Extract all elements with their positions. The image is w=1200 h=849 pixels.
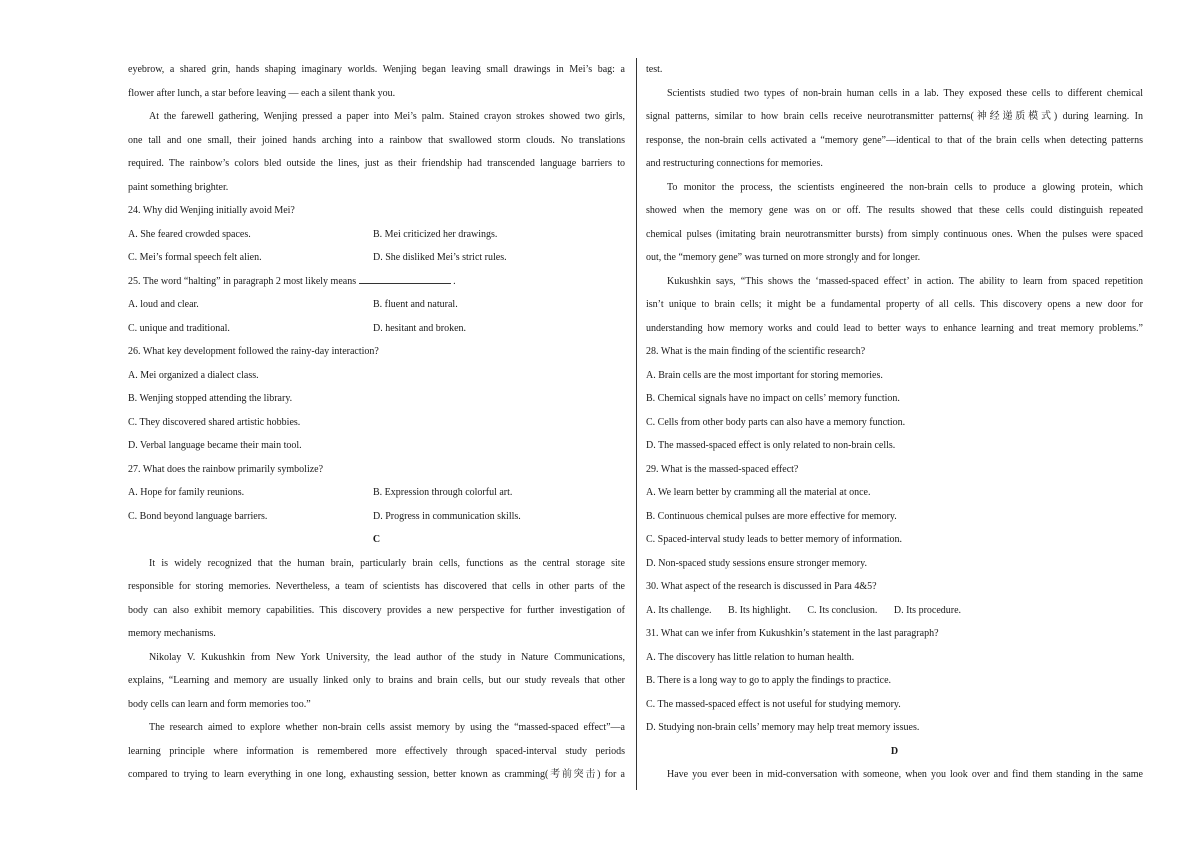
option-b[interactable]: B. Continuous chemical pulses are more effective for memory. <box>646 510 897 522</box>
text-line: learning principle where information is remembered more effectively through spaced-interval study periods <box>128 745 625 757</box>
answer-blank[interactable] <box>359 273 451 284</box>
stem-text: 25. The word “halting” in paragraph 2 most likely means <box>128 275 357 287</box>
text-line: signal patterns, similar to how brain cells receive neurotransmitter patterns(神经递质模式) during learning. In <box>646 111 1143 122</box>
text-line: Kukushkin says, “This shows the ‘massed-spaced effect’ in action. The ability to learn from spaced repetition <box>667 275 1143 287</box>
option-a[interactable]: A. Its challenge. <box>646 604 712 616</box>
option-a[interactable]: A. loud and clear. <box>128 299 199 310</box>
question-stem: 24. Why did Wenjing initially avoid Mei? <box>128 205 295 216</box>
text-line: one tall and one small, their joined hands arching into a rainbow that swallowed storm clouds. No translations <box>128 134 625 146</box>
text-line: isn’t unique to brain cells; it might be a fundamental property of all cells. This discovery opens a new door for <box>646 299 1143 310</box>
question-stem <box>128 270 625 294</box>
option-c[interactable]: C. unique and traditional. <box>128 322 230 334</box>
text-line: Have you ever been in mid-conversation with someone, when you look over and find them standing in the same <box>667 769 1143 780</box>
passage-paragraph <box>128 716 625 787</box>
option-c[interactable]: C. They discovered shared artistic hobbies. <box>128 416 301 428</box>
text-line: memory mechanisms. <box>128 628 216 639</box>
option-b[interactable]: B. There is a long way to go to apply the findings to practice. <box>646 675 892 686</box>
option-c[interactable]: C. Cells from other body parts can also have a memory function. <box>646 416 906 428</box>
text-line: To monitor the process, the scientists engineered the non-brain cells to produce a glowing protein, which <box>667 181 1143 193</box>
option-a[interactable]: A. The discovery has little relation to human health. <box>646 651 855 663</box>
option-b[interactable]: B. Chemical signals have no impact on cells’ memory function. <box>646 393 900 404</box>
option-a[interactable]: A. Brain cells are the most important for storing memories. <box>646 369 883 381</box>
question-25 <box>128 270 625 341</box>
question-stem: 31. What can we infer from Kukushkin’s statement in the last paragraph? <box>646 628 939 639</box>
option-a[interactable]: A. She feared crowded spaces. <box>128 228 251 240</box>
question-stem: 30. What aspect of the research is discussed in Para 4&5? <box>646 581 877 592</box>
text-line: eyebrow, a shared grin, hands shaping imaginary worlds. Wenjing began leaving small drawings in Mei’s bag: a <box>128 64 625 75</box>
story-paragraph <box>128 58 625 105</box>
option-b[interactable]: B. Wenjing stopped attending the library. <box>128 393 293 404</box>
option-c[interactable]: C. Spaced-interval study leads to better memory of information. <box>646 534 903 545</box>
text-line: responsible for storing memories. Nevertheless, a team of scientists has discovered that cells in other parts of the <box>128 581 625 592</box>
text-line: required. The rainbow’s colors bled outside the lines, just as their friendship had transcended language barriers to <box>128 158 625 169</box>
text-line: and restructuring connections for memories. <box>646 158 823 169</box>
text-line: It is widely recognized that the human brain, particularly brain cells, functions as the central storage site <box>149 557 625 569</box>
option-c[interactable]: C. Its conclusion. <box>807 604 878 616</box>
option-d[interactable]: D. Its procedure. <box>893 604 962 616</box>
question-24 <box>128 199 625 270</box>
text-line: explains, “Learning and memory are usually linked only to brains and brain cells, but our study reveals that other <box>128 675 625 686</box>
option-c[interactable]: C. The massed-spaced effect is not useful for studying memory. <box>646 698 901 710</box>
passage-paragraph <box>646 82 1143 176</box>
option-d[interactable]: D. Non-spaced study sessions ensure stronger memory. <box>646 557 867 569</box>
text-line: showed when the memory gene was on or off. The results showed that these cells could distinguish repeated <box>646 205 1143 216</box>
question-30 <box>646 575 1143 622</box>
passage-paragraph <box>646 270 1143 341</box>
question-stem: 26. What key development followed the rainy-day interaction? <box>128 346 379 357</box>
option-d[interactable]: D. Progress in communication skills. <box>373 510 521 522</box>
option-d[interactable]: D. She disliked Mei’s strict rules. <box>373 252 507 263</box>
text-line: understanding how memory works and could lead to better ways to enhance learning and treat memory problems.” <box>646 322 1143 334</box>
text-line: The research aimed to explore whether non-brain cells assist memory by using the “massed-spaced effect”—a <box>149 722 625 733</box>
text-line: response, the non-brain cells activated a “memory gene”—identical to that of the brain cells when detecting patterns <box>646 134 1143 146</box>
story-paragraph <box>128 105 625 199</box>
question-stem: 29. What is the massed-spaced effect? <box>646 463 799 475</box>
section-heading: C <box>372 534 381 545</box>
passage-paragraph <box>128 552 625 646</box>
passage-paragraph <box>646 176 1143 270</box>
option-b[interactable]: B. Expression through colorful art. <box>373 487 513 498</box>
passage-paragraph <box>646 58 1143 82</box>
column-divider <box>636 58 637 790</box>
option-c[interactable]: C. Mei’s formal speech felt alien. <box>128 252 262 263</box>
text-line: out, the “memory gene” was turned on more strongly and for longer. <box>646 252 921 263</box>
question-31 <box>646 622 1143 740</box>
option-a[interactable]: A. Hope for family reunions. <box>128 487 245 498</box>
question-26 <box>128 340 625 458</box>
question-27 <box>128 458 625 529</box>
text-line: test. <box>646 64 663 75</box>
passage-paragraph <box>128 646 625 717</box>
option-a[interactable]: A. Mei organized a dialect class. <box>128 369 259 381</box>
question-stem: 27. What does the rainbow primarily symbolize? <box>128 463 324 475</box>
section-heading: D <box>890 745 899 757</box>
option-b[interactable]: B. Its highlight. <box>728 604 791 616</box>
option-d[interactable]: D. hesitant and broken. <box>373 322 467 334</box>
option-d[interactable]: D. Verbal language became their main tool. <box>128 440 302 451</box>
option-d[interactable]: D. The massed-spaced effect is only related to non-brain cells. <box>646 440 896 451</box>
text-line: Nikolay V. Kukushkin from New York University, the lead author of the study in Nature Communications, <box>149 651 625 663</box>
option-c[interactable]: C. Bond beyond language barriers. <box>128 510 268 522</box>
question-29 <box>646 458 1143 576</box>
option-d[interactable]: D. Studying non-brain cells’ memory may help treat memory issues. <box>646 722 920 733</box>
text-line: paint something brighter. <box>128 181 229 193</box>
question-stem: 28. What is the main finding of the scientific research? <box>646 346 866 357</box>
text-line: body cells can learn and form memories too.” <box>128 698 311 710</box>
right-column <box>646 58 1143 787</box>
option-b[interactable]: B. Mei criticized her drawings. <box>373 228 498 240</box>
text-line: compared to trying to learn everything in one long, exhausting session, better known as cramming(考前突击) for a <box>128 769 625 780</box>
left-column <box>128 58 625 787</box>
option-b[interactable]: B. fluent and natural. <box>373 299 458 310</box>
text-line: chemical pulses (imitating brain neurotransmitter bursts) from simply continuous ones. When the pulses were spaced <box>646 228 1143 240</box>
text-line: body can also exhibit memory capabilities. This discovery provides a new perspective for further investigation of <box>128 604 625 616</box>
question-28 <box>646 340 1143 458</box>
passage-paragraph <box>646 763 1143 787</box>
text-line: flower after lunch, a star before leaving — each a silent thank you. <box>128 87 396 99</box>
option-a[interactable]: A. We learn better by cramming all the material at once. <box>646 487 871 498</box>
text-line: At the farewell gathering, Wenjing pressed a paper into Mei’s palm. Stained crayon strokes showed two girls, <box>149 111 625 122</box>
stem-end: . <box>453 275 456 287</box>
text-line: Scientists studied two types of non-brain human cells in a lab. They exposed these cells to different chemical <box>667 87 1143 99</box>
